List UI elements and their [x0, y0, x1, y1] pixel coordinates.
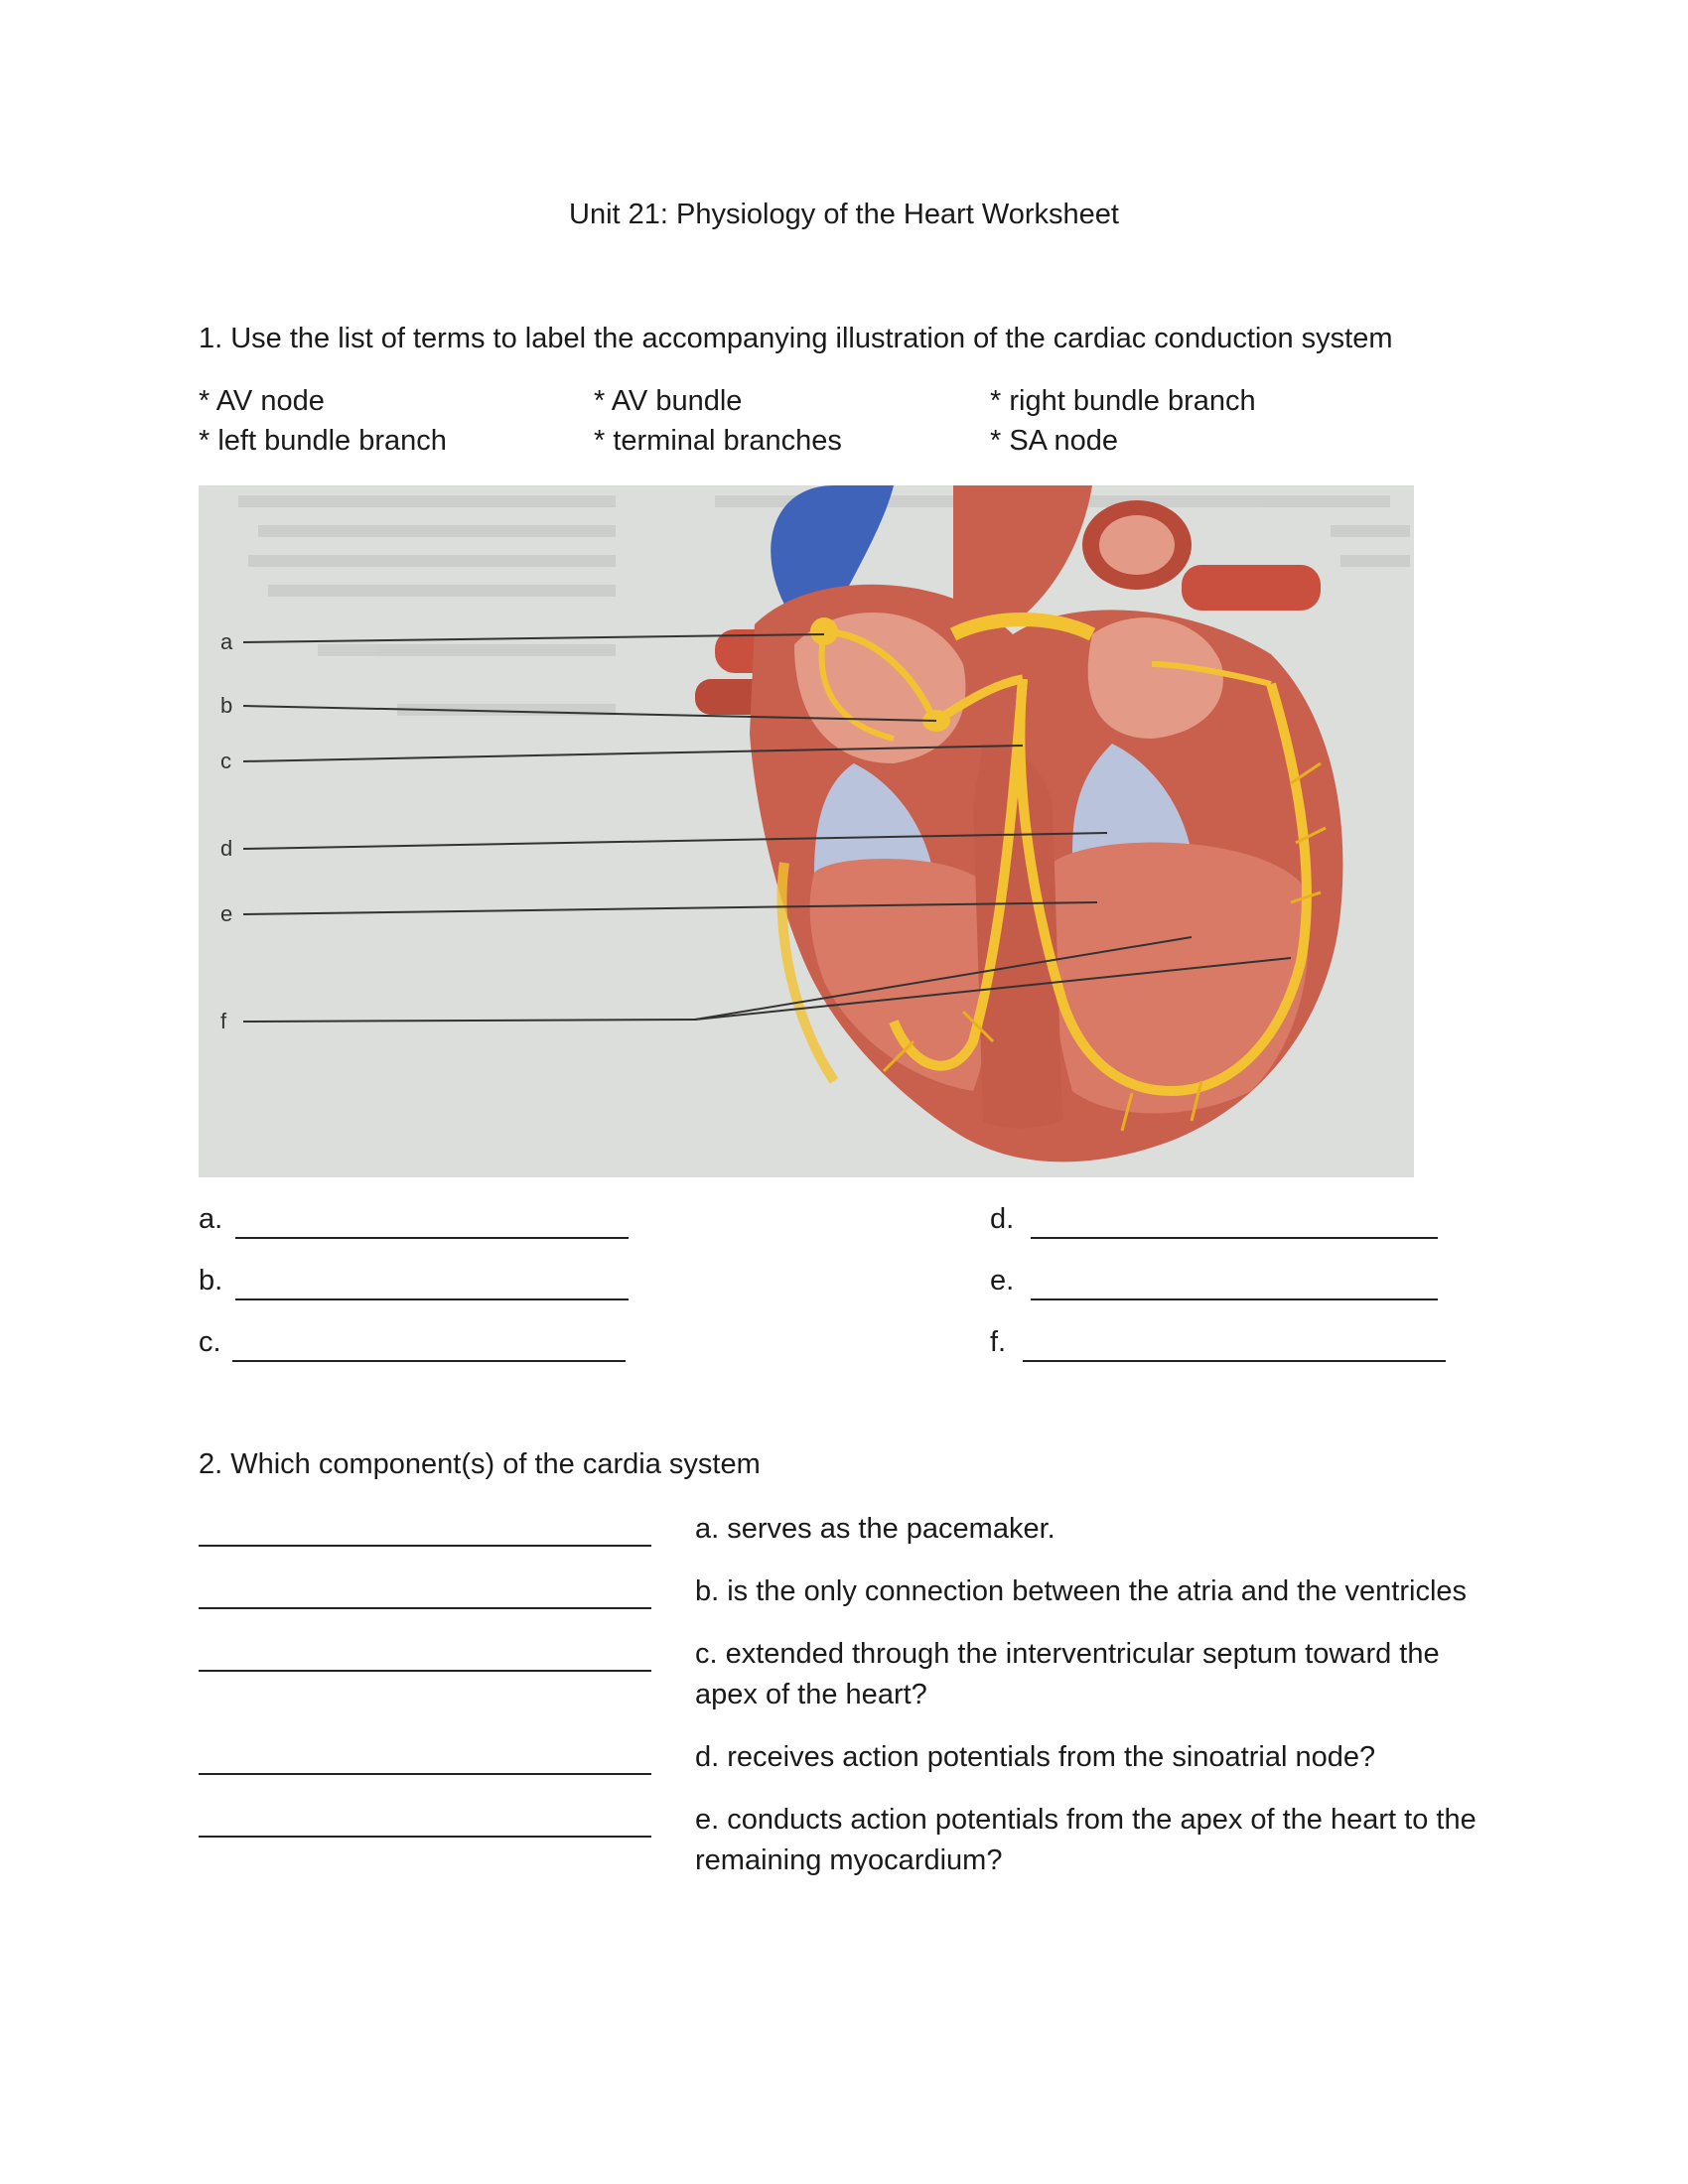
figure-label-d: d: [220, 836, 233, 861]
page-title: Unit 21: Physiology of the Heart Worksheet: [569, 199, 1119, 230]
answer-blank-d[interactable]: [1031, 1237, 1438, 1239]
q2-item-b: b. is the only connection between the atria and the ventricles: [695, 1575, 1468, 1607]
q2-item-a: a. serves as the pacemaker.: [695, 1513, 1055, 1545]
term-left-bundle-branch: * left bundle branch: [199, 425, 447, 457]
answer-blank-e[interactable]: [1031, 1298, 1438, 1300]
question-1-prompt: 1. Use the list of terms to label the accompanying illustration of the cardiac conduction system: [199, 323, 1393, 354]
q2-item-d: d. receives action potentials from the sinoatrial node?: [695, 1741, 1376, 1773]
q2-item-c: c. extended through the interventricular septum toward the apex of the heart?: [695, 1638, 1440, 1710]
term-sa-node: * SA node: [990, 425, 1118, 457]
answer-blank-b[interactable]: [235, 1298, 629, 1300]
q2-answer-blank-e[interactable]: [199, 1836, 651, 1838]
figure-label-c: c: [220, 749, 231, 773]
blank-label-d: d.: [990, 1203, 1015, 1235]
figure-label-f: f: [220, 1009, 227, 1033]
figure-label-a: a: [220, 629, 233, 654]
answer-blank-f[interactable]: [1023, 1360, 1446, 1362]
blank-label-e: e.: [990, 1265, 1015, 1297]
blank-label-c: c.: [199, 1326, 221, 1358]
term-av-bundle: * AV bundle: [594, 385, 743, 417]
q2-answer-blank-a[interactable]: [199, 1545, 651, 1547]
term-av-node: * AV node: [199, 385, 325, 417]
blank-label-a: a.: [199, 1203, 223, 1235]
blank-label-f: f.: [990, 1326, 1007, 1358]
figure-label-b: b: [220, 693, 233, 718]
blank-label-b: b.: [199, 1265, 223, 1297]
question-2-prompt: 2. Which component(s) of the cardia system: [199, 1448, 761, 1480]
heart-conduction-illustration: [199, 485, 1414, 1177]
term-terminal-branches: * terminal branches: [594, 425, 842, 457]
term-right-bundle-branch: * right bundle branch: [990, 385, 1256, 417]
q2-answer-blank-b[interactable]: [199, 1607, 651, 1609]
q2-answer-blank-c[interactable]: [199, 1670, 651, 1672]
answer-blank-c[interactable]: [232, 1360, 626, 1362]
q2-answer-blank-d[interactable]: [199, 1773, 651, 1775]
answer-blank-a[interactable]: [235, 1237, 629, 1239]
q2-item-e: e. conducts action potentials from the apex of the heart to the remaining myocardium?: [695, 1804, 1477, 1876]
figure-label-e: e: [220, 901, 233, 926]
